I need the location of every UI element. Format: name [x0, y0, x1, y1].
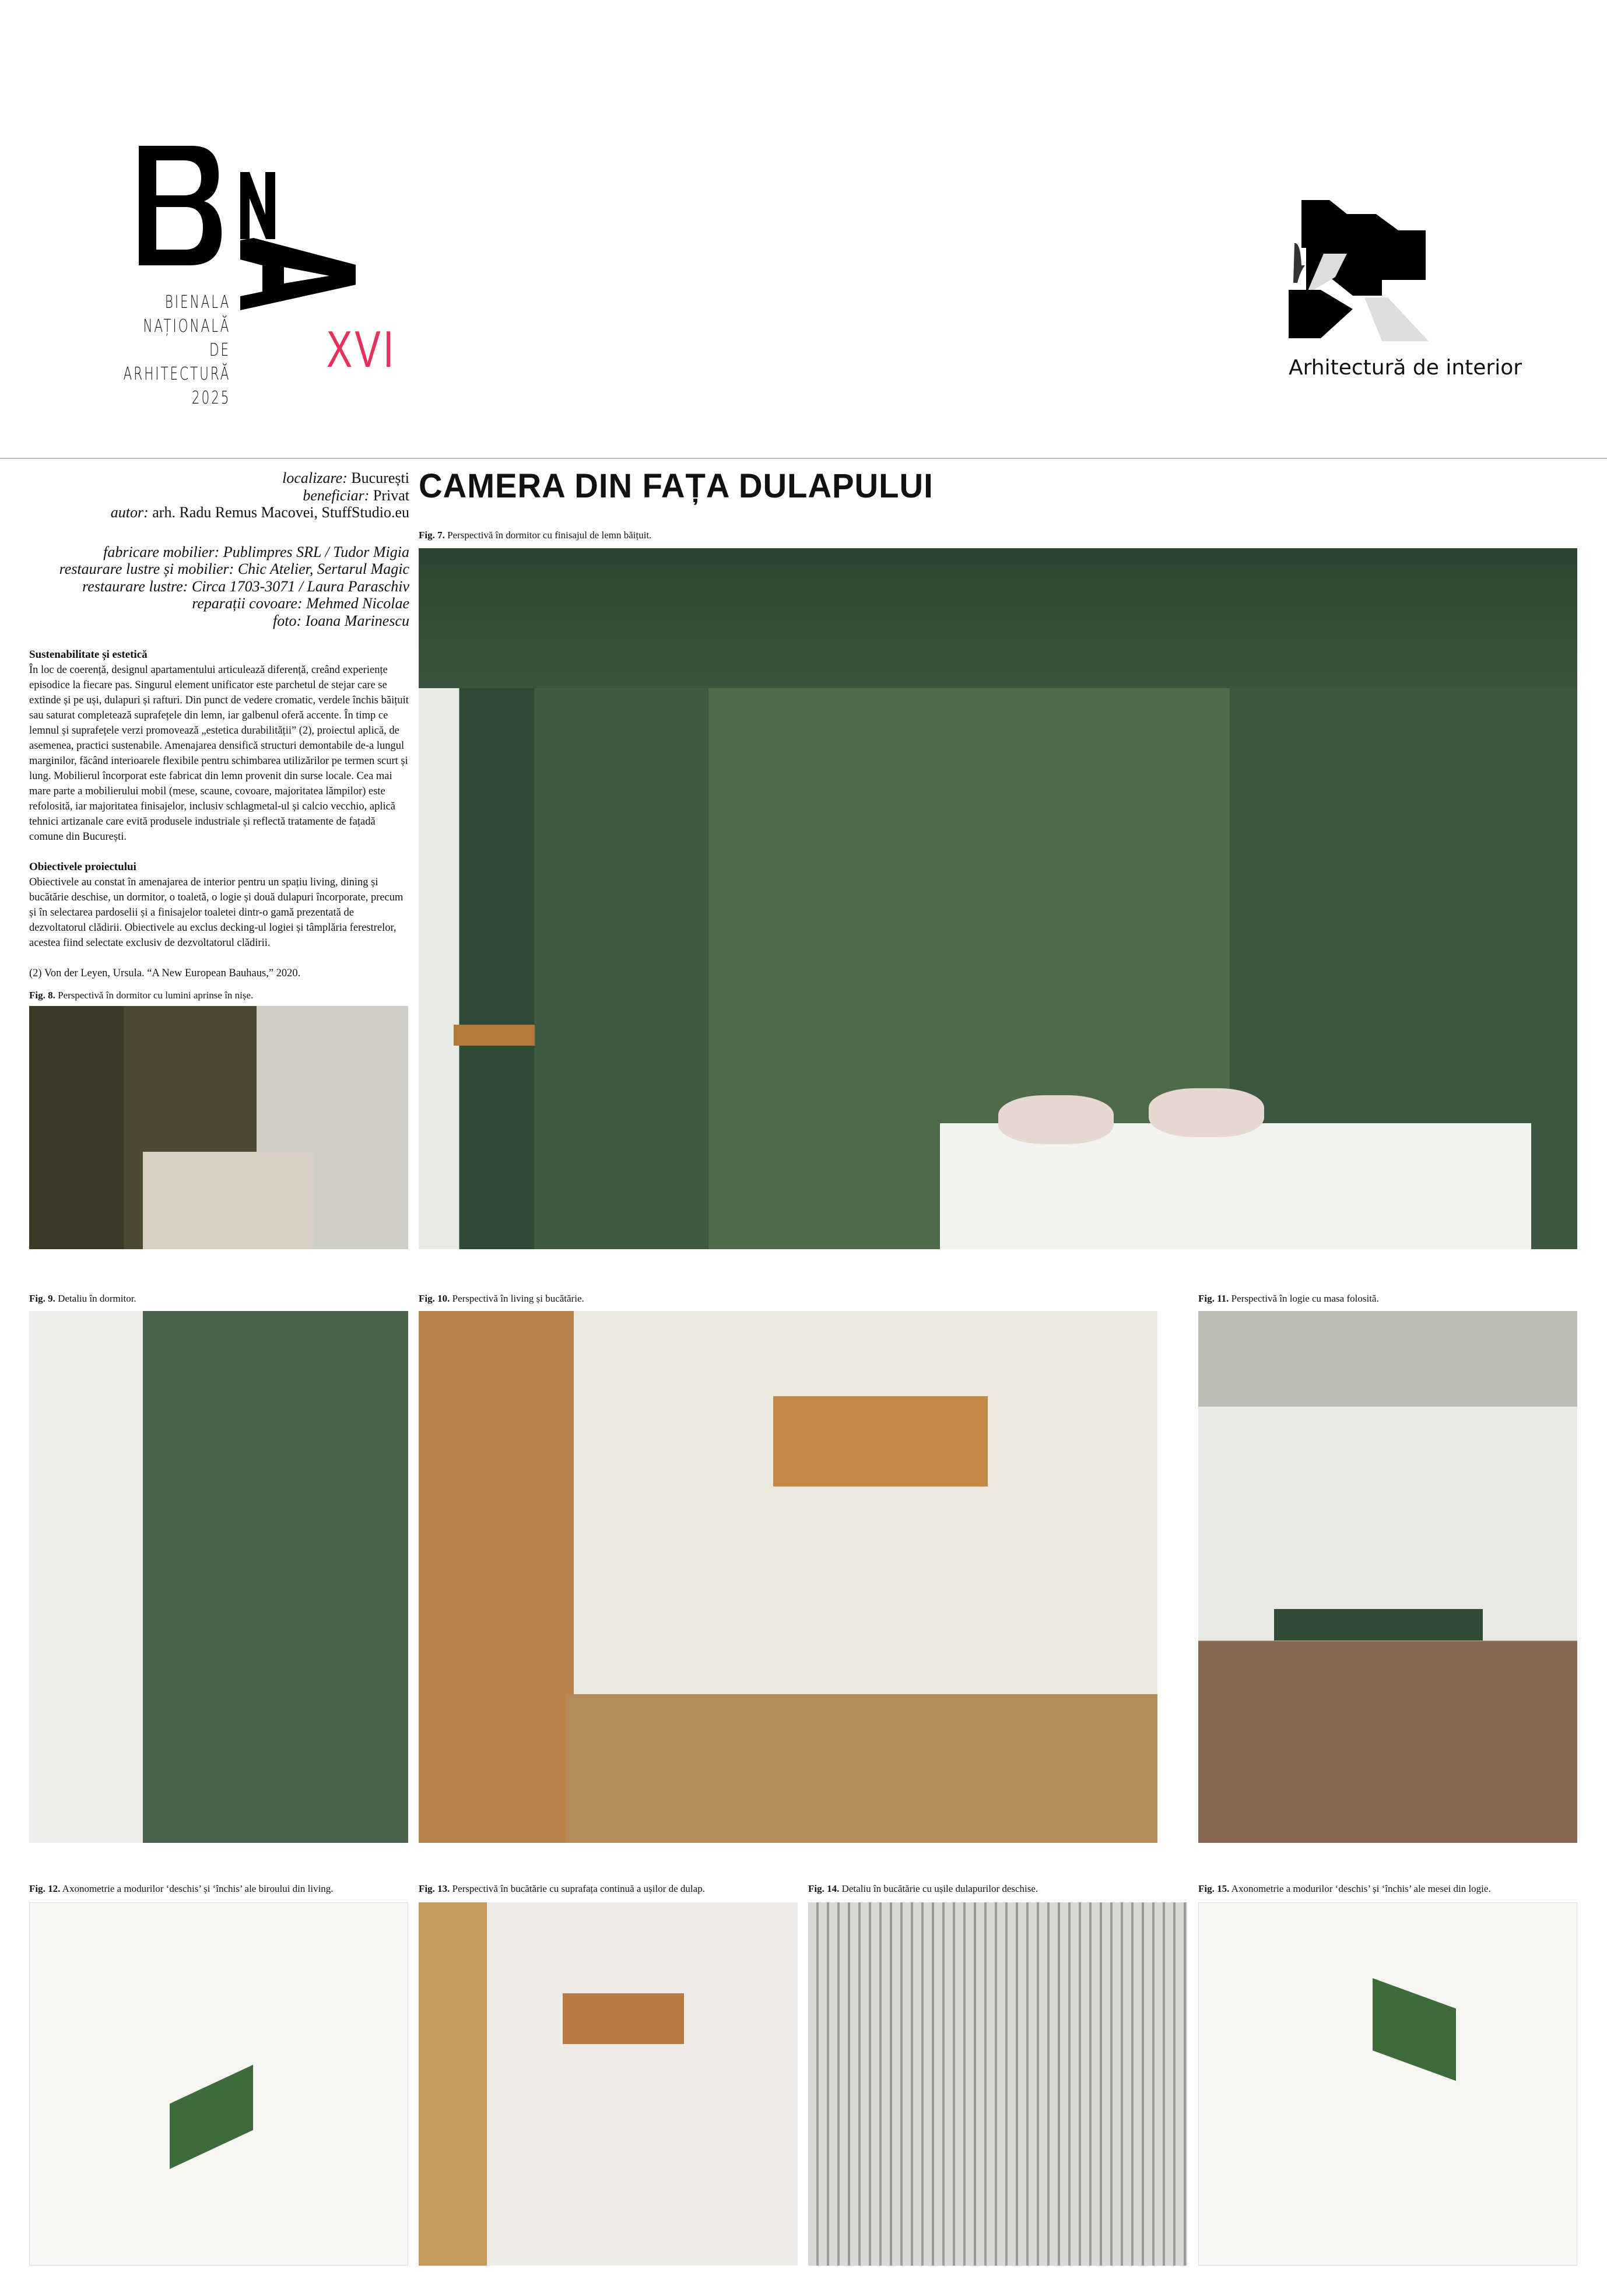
fig10-living-kitchen-photo — [419, 1311, 1157, 1843]
fig12-axonometry-drawing — [29, 1902, 408, 2266]
bna-line-2: NAȚIONALĂ — [143, 316, 230, 336]
fig9-bedroom-detail-photo — [29, 1311, 408, 1843]
fig15-axonometry-drawing — [1198, 1902, 1577, 2266]
credit-author: autor: arh. Radu Remus Macovei, StuffStudio.eu — [110, 504, 409, 521]
credit-fabrication: fabricare mobilier: Publimpres SRL / Tudor Migia — [103, 543, 409, 560]
fig7-bedroom-photo — [419, 548, 1577, 1249]
bna-edition: XVI — [327, 320, 397, 378]
bna-line-1: BIENALA — [164, 292, 230, 313]
fig8-bedroom-lights-photo — [29, 1006, 408, 1249]
section-label: Arhitectură de interior — [1289, 356, 1522, 380]
fig13-kitchen-photo — [419, 1902, 798, 2266]
caption-fig12: Fig. 12. Axonometrie a modurilor ‘deschis’ și ‘închis’ ale biroului din living. — [29, 1883, 334, 1894]
page-title: CAMERA DIN FAȚA DULAPULUI — [419, 467, 934, 505]
credit-restoration: restaurare lustre și mobilier: Chic Atelier, Sertarul Magic — [59, 560, 409, 577]
credit-carpets: reparații covoare: Mehmed Nicolae — [192, 595, 409, 612]
section-heading: Sustenabilitate și estetică — [29, 649, 148, 661]
project-credits — [29, 469, 409, 629]
caption-fig8: Fig. 8. Perspectivă în dormitor cu lumini aprinse în nișe. — [29, 990, 254, 1001]
bna-logo — [111, 134, 397, 408]
caption-fig10: Fig. 10. Perspectivă în living și bucătărie. — [419, 1293, 584, 1304]
body-text — [29, 647, 409, 981]
credit-lustre: restaurare lustre: Circa 1703-3071 / Laura Paraschiv — [82, 577, 409, 595]
fig14-kitchen-detail-photo — [808, 1902, 1187, 2266]
caption-fig14: Fig. 14. Detaliu în bucătărie cu ușile dulapurilor deschise. — [808, 1883, 1038, 1894]
caption-fig9: Fig. 9. Detaliu în dormitor. — [29, 1293, 136, 1304]
caption-fig11: Fig. 11. Perspectivă în logie cu masa folosită. — [1198, 1293, 1379, 1304]
caption-fig7: Fig. 7. Perspectivă în dormitor cu finisajul de lemn băițuit. — [419, 530, 652, 541]
section-paragraph: Obiectivele au constat în amenajarea de interior pentru un spațiu living, dining și bucătărie deschise, un dormitor, o toaletă, o logie și două dulapuri încorporate, precum și în selectarea pardoselii și a finisajelor toaletei dintr-o gamă prezentată de dezvoltatorul clădirii. Obiectivele au exclus decking-ul logiei și tâmplăria ferestrelor, acestea fiind selectate exclusiv de dezvoltatorul clădirii. — [29, 877, 403, 949]
header-divider — [0, 458, 1607, 459]
credit-photo: foto: Ioana Marinescu — [273, 612, 409, 629]
section-heading: Obiectivele proiectului — [29, 861, 136, 873]
caption-fig15: Fig. 15. Axonometrie a modurilor ‘deschis’ și ‘închis’ ale mesei din logie. — [1198, 1883, 1491, 1894]
credit-location: localizare: București — [282, 469, 409, 486]
footnote: (2) Von der Leyen, Ursula. “A New European Bauhaus,” 2020. — [29, 968, 301, 979]
fig11-loggia-photo — [1198, 1311, 1577, 1843]
bna-line-4: ARHITECTURĂ — [123, 364, 230, 384]
caption-fig13: Fig. 13. Perspectivă în bucătărie cu suprafața continuă a ușilor de dulap. — [419, 1883, 705, 1894]
bna-logo-mark — [111, 134, 356, 327]
section-paragraph: În loc de coerență, designul apartamentului articulează diferență, creând experiențe episodice la fiecare pas. Singurul element unificator este parchetul de stejar care se extinde și pe uși, dulapuri și rafturi. Din punct de vedere cromatic, verdele închis băițuit sau saturat completează suprafețele din lemn, iar galbenul oferă accente. În timp ce lemnul și suprafețele verzi promovează „estetica durabilității” (2), proiectul aplică, de asemenea, practici sustenabile. Amenajarea densifică structuri demontabile de-a lungul marginilor, făcând interioarele flexibile pentru schimbarea utilizărilor pe termen scurt și lung. Mobilierul încorporat este fabricat din lemn provenit din surse locale. Cea mai mare parte a mobilierului mobil (mese, scaune, covoare, majoritatea lămpilor) este refolosită, iar majoritatea finisajelor, inclusiv schlagmetal-ul și calcio vecchio, aplică tehnici artizanale care evită produsele industriale și reflectă tratamente de fațadă comune din București. — [29, 664, 409, 843]
interior-architecture-logo-icon — [1289, 195, 1452, 341]
bna-line-5: 2025 — [191, 388, 230, 408]
bna-line-3: DE — [209, 340, 230, 360]
credit-client: beneficiar: Privat — [303, 486, 409, 504]
